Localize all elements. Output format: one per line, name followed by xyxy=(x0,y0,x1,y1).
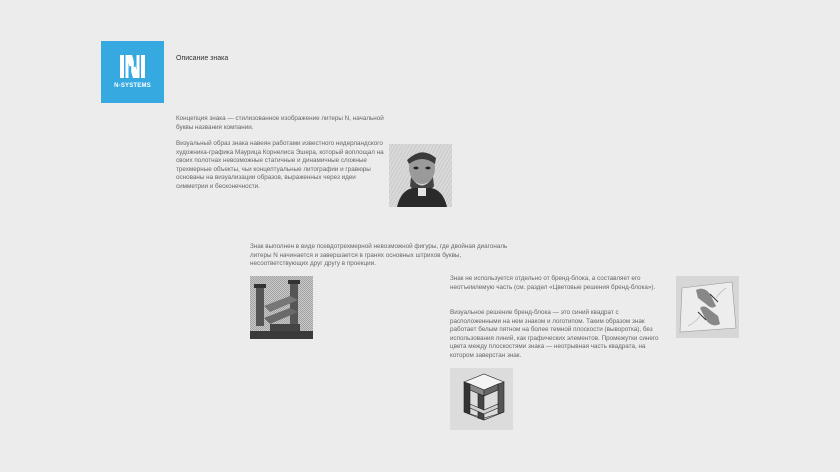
brand-logo xyxy=(101,41,164,103)
escher-drawing-hands-image xyxy=(676,276,739,338)
figure-paragraph: Знак выполнен в виде псевдотрехмерной невозможной фигуры, где двойная диагональ литеры N начинается и завершается в гранях основных штрихов буквы, несоответствующих друг другу в проекции. xyxy=(250,243,508,268)
usage-paragraph: Знак не используется отдельно от бренд-блока, а составляет его неотъемлемую часть (см. раздел «Цветовые решения бренд-блока»). xyxy=(450,275,656,291)
escher-portrait-image xyxy=(389,144,452,207)
visual-solution-paragraph: Визуальное решение бренд-блока — это синий квадрат с расположенными на нем знаком и логотипом. Таким образом знак работает белым пятном на более темной плоскости (вывороткa), без использования линий, как графических элементов. Промежутки синего цвета между плоскостями знака — неотрывная часть квадрата, на котором заверстан знак. xyxy=(450,309,659,359)
concept-paragraph: Концепция знака — стилизованное изображение литеры N, начальной буквы названия компании. xyxy=(176,115,384,131)
n-mark-icon xyxy=(119,53,146,80)
escher-waterfall-image xyxy=(250,276,313,339)
escher-paragraph: Визуальный образ знака навеян работами известного нидерландского художника-графика Маурица Корнелиса Эшера, который воплощал на своих полотнах невозможные статичные и динамичные сложные трехмерные объекты, чьи концептуальные литографии и гравюры основаны на визуализации образов, выраженных через идеи симметрии и бесконечности. xyxy=(176,140,384,190)
logo-wordmark: N-SYSTEMS xyxy=(114,83,151,89)
impossible-cube-image xyxy=(450,368,513,430)
section-title: Описание знака xyxy=(176,55,229,62)
